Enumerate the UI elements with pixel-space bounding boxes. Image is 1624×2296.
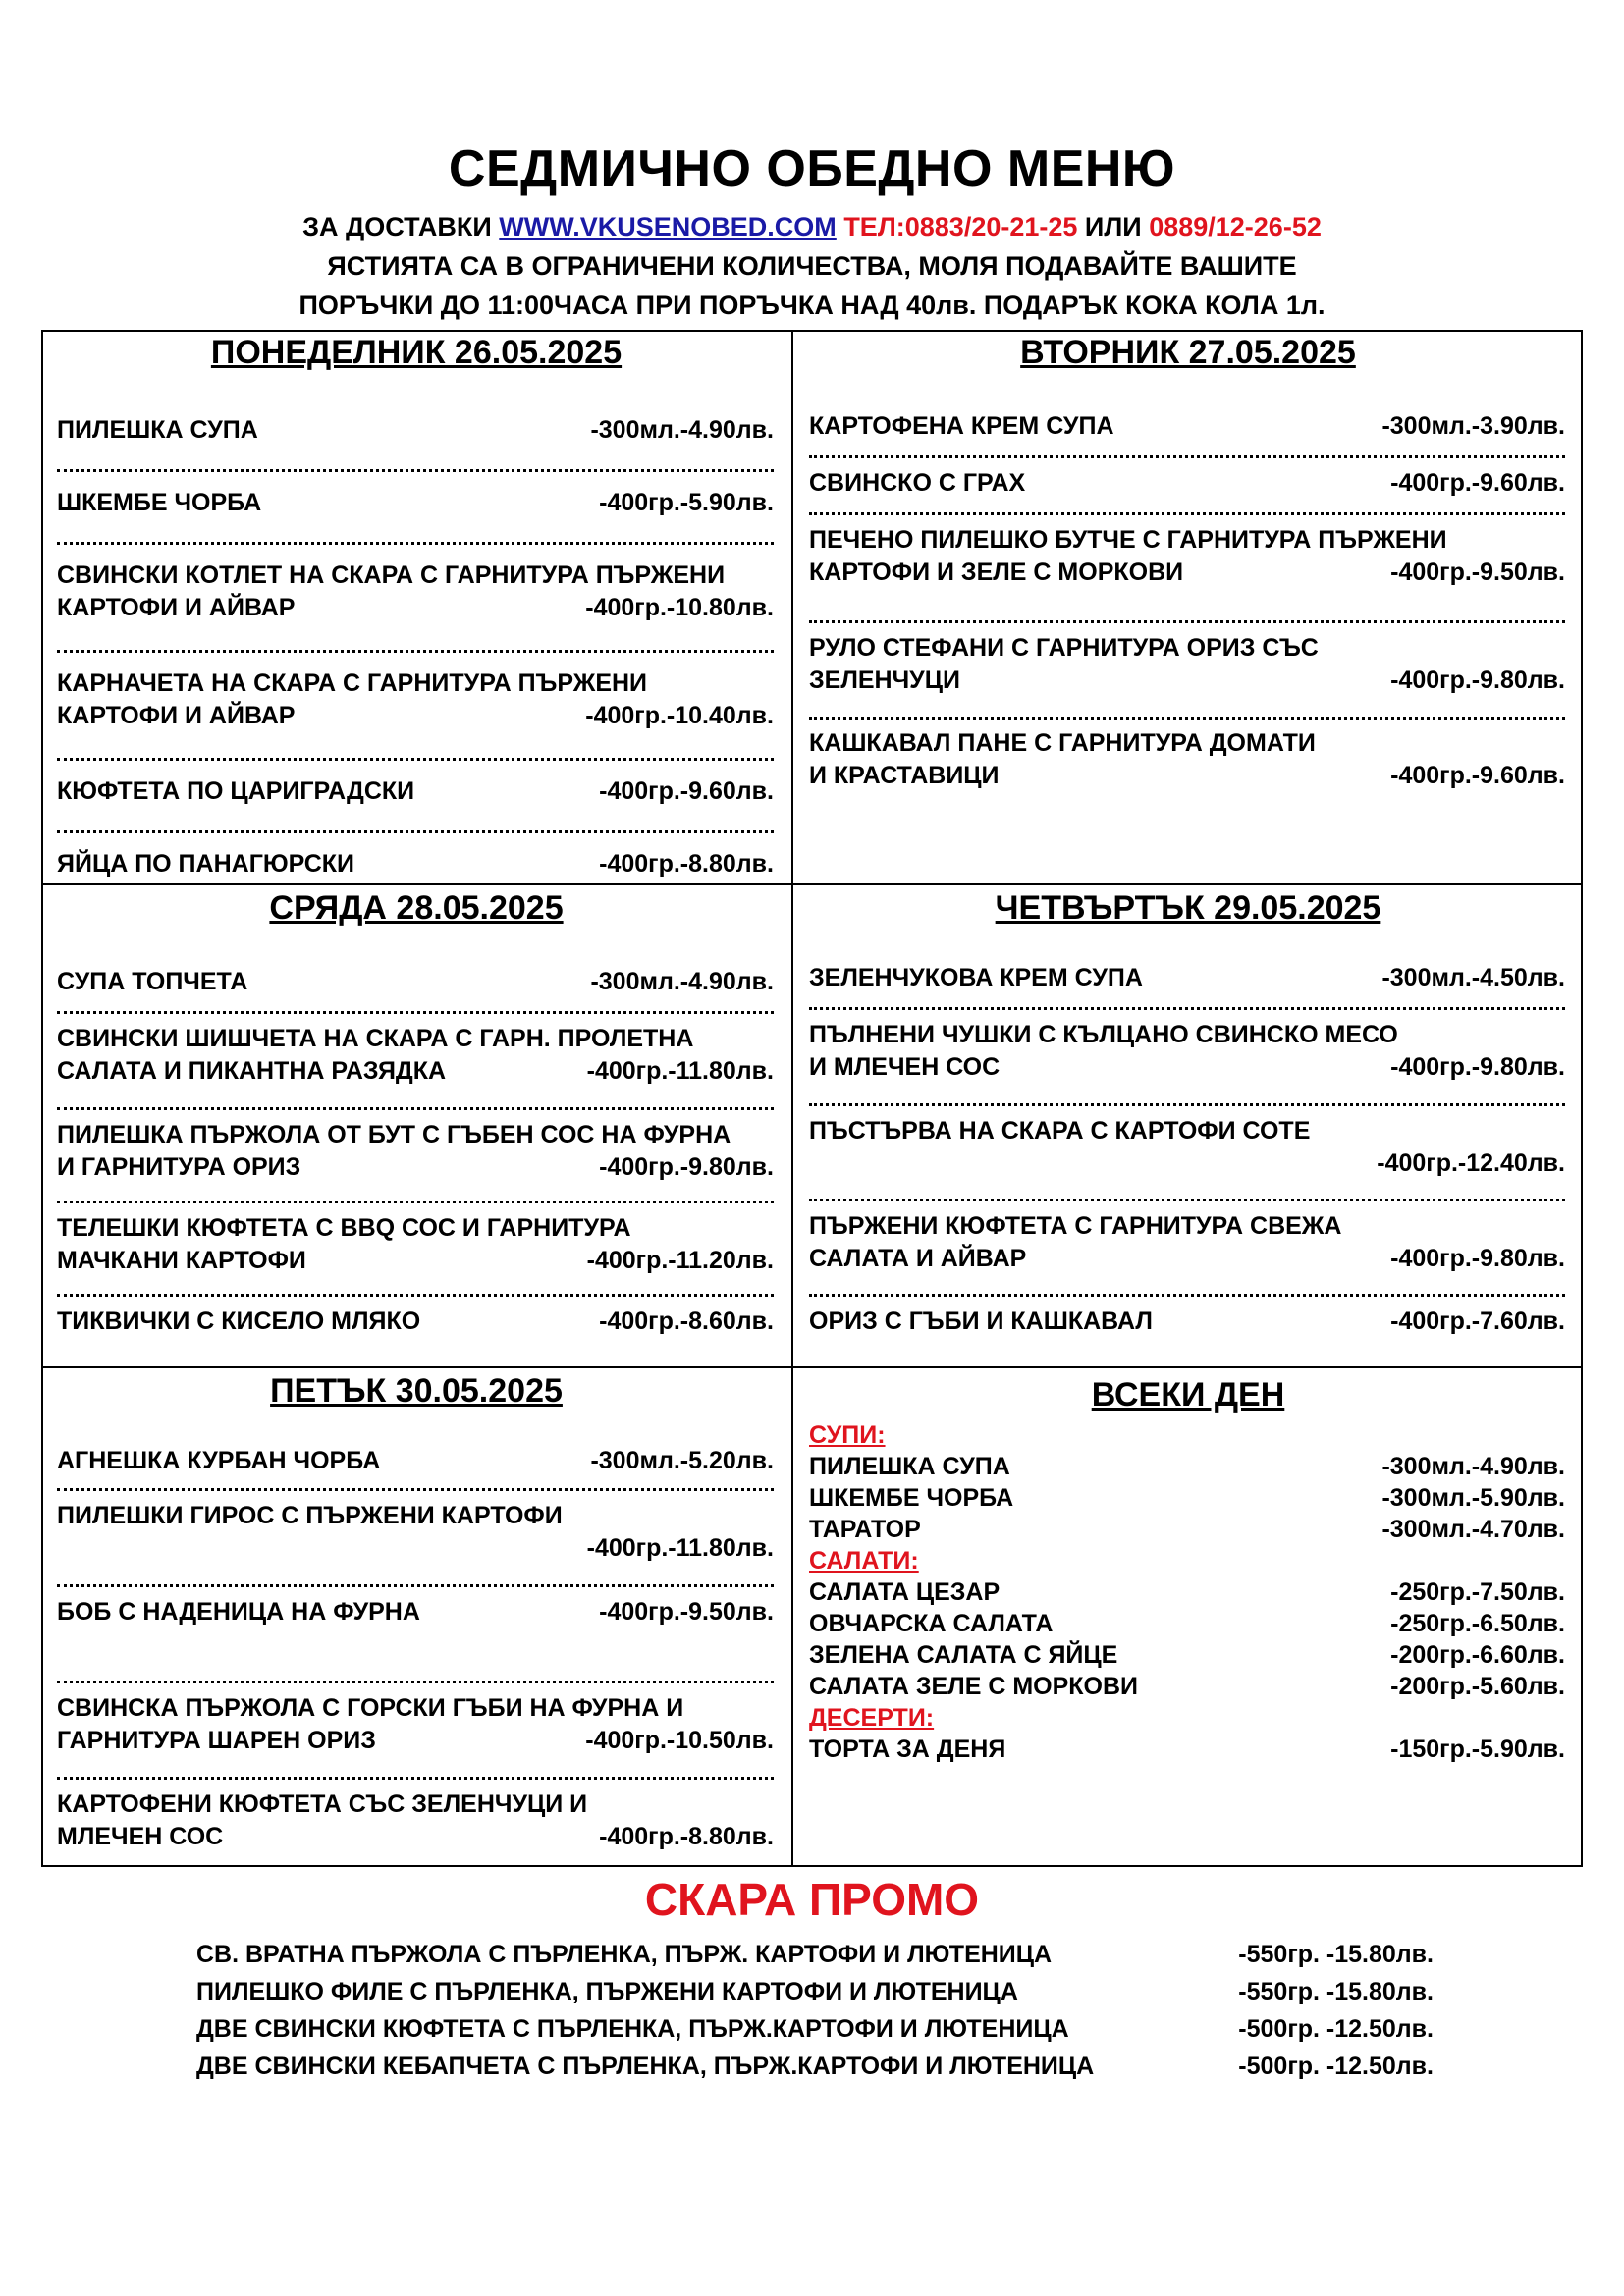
promo-item-name: СВ. ВРАТНА ПЪРЖОЛА С ПЪРЛЕНКА, ПЪРЖ. КАРТОФИ И ЛЮТЕНИЦА [196,1941,1053,1968]
everyday-item-name: ТОРТА ЗА ДЕНЯ [809,1735,1006,1763]
dotted-separator [57,1773,774,1780]
menu-item-price: -300мл.-5.20лв. [590,1447,774,1474]
everyday-item [809,1734,1565,1765]
menu-item-line [809,1051,1565,1084]
promo-title: СКАРА ПРОМО [644,1874,980,1925]
menu-item-name: КАРНАЧЕТА НА СКАРА С ГАРНИТУРА ПЪРЖЕНИ [57,669,648,697]
menu-item-price: -400гр.-9.50лв. [1390,559,1565,586]
promo-item-price: -500гр. -12.50лв. [1238,2015,1434,2043]
dotted-separator [809,616,1565,623]
dotted-separator [57,1677,774,1683]
menu-item-name: КЮФТЕТА ПО ЦАРИГРАДСКИ [57,777,415,805]
menu-item-name: СВИНСКИ ШИШЧЕТА НА СКАРА С ГАРН. ПРОЛЕТНА [57,1025,694,1052]
menu-item [57,667,774,732]
friday-section [41,1368,791,1865]
dotted-separator [57,1197,774,1203]
menu-item [57,487,774,519]
menu-item-line [57,414,774,447]
dotted-separator [57,827,774,833]
everyday-item-price: -300мл.-4.90лв. [1381,1453,1565,1480]
promo-item [196,1973,1434,2010]
menu-item-price: -400гр.-9.80лв. [1390,1245,1565,1272]
menu-item-name: ОРИЗ С ГЪБИ И КАШКАВАЛ [809,1308,1153,1335]
everyday-item-price: -250гр.-6.50лв. [1390,1610,1565,1637]
menu-item-line [57,560,774,592]
wednesday-heading: СРЯДА 28.05.2025 [269,889,564,927]
menu-item-line [809,665,1565,697]
menu-item-price: -300мл.-4.90лв. [590,968,774,995]
menu-item-line [57,1055,774,1088]
wednesday-section [41,885,791,1366]
menu-item-name: СВИНСКО С ГРАХ [809,469,1026,497]
everyday-item-price: -300мл.-4.70лв. [1381,1516,1565,1543]
menu-item-price: -400гр.-9.60лв. [1390,762,1565,789]
menu-item-line [809,467,1565,500]
dotted-separator [809,1195,1565,1201]
menu-item-price: -300мл.-3.90лв. [1381,412,1565,440]
menu-item [809,727,1565,792]
menu-item-line [57,1532,774,1565]
menu-item [57,1306,774,1338]
promo-item-name: ДВЕ СВИНСКИ КЕБАПЧЕТА С ПЪРЛЕНКА, ПЪРЖ.КАРТОФИ И ЛЮТЕНИЦА [196,2053,1095,2080]
promo-list [196,1936,1434,2085]
menu-item-line [809,1210,1565,1243]
menu-item-line [57,1821,774,1853]
menu-item-price: -400гр.-5.90лв. [599,489,774,516]
menu-item-price: -400гр.-9.80лв. [599,1153,774,1181]
dotted-separator [809,1099,1565,1106]
menu-item-name: СВИНСКА ПЪРЖОЛА С ГОРСКИ ГЪБИ НА ФУРНА И [57,1694,684,1722]
menu-item-price: -400гр.-10.50лв. [585,1727,774,1754]
menu-item-price: -400гр.-11.20лв. [586,1247,774,1274]
menu-item-name: КАРТОФЕНИ КЮФТЕТА СЪС ЗЕЛЕНЧУЦИ И [57,1790,588,1818]
everyday-item-name: ПИЛЕШКА СУПА [809,1453,1010,1480]
menu-item-line [57,1596,774,1629]
menu-item-line [809,1019,1565,1051]
dotted-separator [57,1103,774,1110]
menu-item-price: -400гр.-11.80лв. [586,1057,774,1085]
menu-item-price: -400гр.-10.80лв. [585,594,774,621]
menu-item [809,1115,1565,1180]
everyday-item [809,1451,1565,1482]
menu-item-line [57,1789,774,1821]
menu-item-line [57,1119,774,1151]
menu-item-line [57,700,774,732]
menu-item-name-cont: КАРТОФИ И ЗЕЛЕ С МОРКОВИ [809,559,1184,586]
menu-item-price: -400гр.-8.60лв. [599,1308,774,1335]
menu-item [57,1500,774,1565]
menu-item-line [809,1243,1565,1275]
everyday-item-price: -200гр.-6.60лв. [1390,1641,1565,1669]
or-text: ИЛИ [1084,212,1142,241]
menu-item-name: ПИЛЕШКА СУПА [57,416,258,444]
promo-item-name: ДВЕ СВИНСКИ КЮФТЕТА С ПЪРЛЕНКА, ПЪРЖ.КАРТОФИ И ЛЮТЕНИЦА [196,2015,1069,2043]
menu-item-price: -400гр.-8.80лв. [599,1823,774,1850]
menu-item-name: АГНЕШКА КУРБАН ЧОРБА [57,1447,381,1474]
menu-item-name: КАРТОФЕНА КРЕМ СУПА [809,412,1114,440]
menu-item-line [57,1500,774,1532]
page-title: СЕДМИЧНО ОБЕДНО МЕНЮ [448,140,1176,197]
menu-item [57,775,774,808]
everyday-item [809,1576,1565,1608]
menu-item [809,467,1565,500]
promo-item-name: ПИЛЕШКО ФИЛЕ С ПЪРЛЕНКА, ПЪРЖЕНИ КАРТОФИ И ЛЮТЕНИЦА [196,1978,1018,2005]
menu-item-name-cont: КАРТОФИ И АЙВАР [57,702,296,729]
menu-item-line [809,1148,1565,1180]
menu-item [57,1692,774,1757]
menu-item-name: РУЛО СТЕФАНИ С ГАРНИТУРА ОРИЗ СЪС [809,634,1319,662]
delivery-line [0,212,1624,242]
everyday-item-name: ОВЧАРСКА САЛАТА [809,1610,1054,1637]
menu-item-price: -300мл.-4.50лв. [1381,964,1565,991]
menu-item-name-cont: МЛЕЧЕН СОС [57,1823,224,1850]
dotted-separator [57,754,774,761]
menu-item-price: -400гр.-11.80лв. [586,1534,774,1562]
menu-item-name-cont: МАЧКАНИ КАРТОФИ [57,1247,306,1274]
menu-item-line [57,848,774,881]
menu-item-name-cont: КАРТОФИ И АЙВАР [57,594,296,621]
everyday-item [809,1608,1565,1639]
menu-item-line [57,966,774,998]
dotted-separator [57,1290,774,1297]
menu-item-line [809,557,1565,589]
promo-item-price: -500гр. -12.50лв. [1238,2053,1434,2080]
dotted-separator [57,1007,774,1014]
menu-item-line [57,1306,774,1338]
menu-item-line [57,1151,774,1184]
everyday-item-name: ШКЕМБЕ ЧОРБА [809,1484,1014,1512]
menu-item-name: СУПА ТОПЧЕТА [57,968,248,995]
promo-item-price: -550гр. -15.80лв. [1238,1978,1434,2005]
dotted-separator [809,1290,1565,1297]
dotted-separator [809,713,1565,720]
category-label: САЛАТИ: [809,1547,919,1575]
dotted-separator [809,1003,1565,1010]
menu-item [809,410,1565,443]
menu-item-line [57,667,774,700]
menu-item-price: -400гр.-9.80лв. [1390,1053,1565,1081]
everyday-heading: ВСЕКИ ДЕН [1091,1376,1285,1414]
menu-item-name: ЯЙЦА ПО ПАНАГЮРСКИ [57,850,354,878]
everyday-item [809,1639,1565,1671]
menu-item-name: ПЪЛНЕНИ ЧУШКИ С КЪЛЦАНО СВИНСКО МЕСО [809,1021,1398,1048]
thursday-section [793,885,1583,1366]
dotted-separator [57,465,774,472]
menu-item-price: -400гр.-9.50лв. [599,1598,774,1626]
menu-item-line [809,524,1565,557]
menu-item-line [809,632,1565,665]
menu-item-line [57,487,774,519]
menu-item-name-cont: И ГАРНИТУРА ОРИЗ [57,1153,301,1181]
dotted-separator [57,1580,774,1587]
promo-item-price: -550гр. -15.80лв. [1238,1941,1434,1968]
menu-item-price: -400гр.-8.80лв. [599,850,774,878]
menu-item [57,414,774,447]
phone-2: 0889/12-26-52 [1149,212,1322,241]
friday-heading: ПЕТЪК 30.05.2025 [270,1372,563,1410]
menu-item-price: -400гр.-9.80лв. [1390,667,1565,694]
everyday-item-name: САЛАТА ЦЕЗАР [809,1578,1001,1606]
promo-item [196,2048,1434,2085]
thursday-heading: ЧЕТВЪРТЪК 29.05.2025 [995,889,1381,927]
menu-item [809,962,1565,994]
menu-item-price: -400гр.-9.60лв. [1390,469,1565,497]
dotted-separator [809,452,1565,458]
menu-item-name-cont: САЛАТА И ПИКАНТНА РАЗЯДКА [57,1057,447,1085]
menu-item-name: ПЕЧЕНО ПИЛЕШКО БУТЧЕ С ГАРНИТУРА ПЪРЖЕНИ [809,526,1447,554]
monday-heading: ПОНЕДЕЛНИК 26.05.2025 [210,334,623,371]
menu-item-name: БОБ С НАДЕНИЦА НА ФУРНА [57,1598,420,1626]
dotted-separator [57,538,774,545]
menu-item-line [57,1212,774,1245]
menu-item [57,560,774,624]
menu-item-name: ШКЕМБЕ ЧОРБА [57,489,262,516]
menu-item-line [57,775,774,808]
menu-item [809,632,1565,697]
everyday-item-price: -200гр.-5.60лв. [1390,1673,1565,1700]
menu-item [57,1212,774,1277]
menu-item-name: ТИКВИЧКИ С КИСЕЛО МЛЯКО [57,1308,421,1335]
menu-item-name-cont: САЛАТА И АЙВАР [809,1245,1027,1272]
menu-item-line [57,1692,774,1725]
menu-item-line [809,410,1565,443]
menu-item [809,1019,1565,1084]
menu-item [57,1119,774,1184]
tuesday-section [793,330,1583,883]
menu-item-line [57,1445,774,1477]
menu-item-price: -400гр.-7.60лв. [1390,1308,1565,1335]
everyday-section [793,1368,1583,1865]
menu-item-name: ПИЛЕШКА ПЪРЖОЛА ОТ БУТ С ГЪБЕН СОС НА ФУРНА [57,1121,731,1148]
dotted-separator [809,508,1565,515]
everyday-list [809,1419,1565,1765]
everyday-item-name: САЛАТА ЗЕЛЕ С МОРКОВИ [809,1673,1139,1700]
notice-line-1: ЯСТИЯТА СА В ОГРАНИЧЕНИ КОЛИЧЕСТВА, МОЛЯ ПОДАВАЙТЕ ВАШИТЕ [327,251,1297,281]
menu-item [57,848,774,881]
menu-item-price: -300мл.-4.90лв. [590,416,774,444]
everyday-item-price: -250гр.-7.50лв. [1390,1578,1565,1606]
menu-item-name-cont: ГАРНИТУРА ШАРЕН ОРИЗ [57,1727,376,1754]
menu-item-name: ЗЕЛЕНЧУКОВА КРЕМ СУПА [809,964,1143,991]
everyday-item-name: ЗЕЛЕНА САЛАТА С ЯЙЦЕ [809,1641,1118,1669]
everyday-item [809,1482,1565,1514]
menu-item-price: -400гр.-10.40лв. [585,702,774,729]
delivery-prefix: ЗА ДОСТАВКИ [302,212,492,241]
everyday-item-price: -150гр.-5.90лв. [1390,1735,1565,1763]
menu-item-line [57,1245,774,1277]
promo-item [196,1936,1434,1973]
menu-item-name-cont: И МЛЕЧЕН СОС [809,1053,1001,1081]
category-label: ДЕСЕРТИ: [809,1704,935,1732]
menu-item [57,1445,774,1477]
menu-item [57,1789,774,1853]
menu-item-line [809,1306,1565,1338]
promo-item [196,2010,1434,2048]
menu-item-name: СВИНСКИ КОТЛЕТ НА СКАРА С ГАРНИТУРА ПЪРЖЕНИ [57,561,726,589]
menu-item-line [809,760,1565,792]
menu-item [57,1023,774,1088]
menu-item-price: -400гр.-9.60лв. [599,777,774,805]
menu-item-name: КАШКАВАЛ ПАНЕ С ГАРНИТУРА ДОМАТИ [809,729,1316,757]
menu-item-name: ТЕЛЕШКИ КЮФТЕТА С BBQ СОС И ГАРНИТУРА [57,1214,631,1242]
everyday-item-name: ТАРАТОР [809,1516,921,1543]
menu-item-name-cont: ЗЕЛЕНЧУЦИ [809,667,960,694]
phone-1: ТЕЛ:0883/20-21-25 [843,212,1078,241]
menu-item-name-cont: И КРАСТАВИЦИ [809,762,1000,789]
menu-item-price: -400гр.-12.40лв. [1377,1149,1565,1177]
menu-item-line [57,592,774,624]
everyday-item [809,1514,1565,1545]
menu-item-name: ПЪРЖЕНИ КЮФТЕТА С ГАРНИТУРА СВЕЖА [809,1212,1342,1240]
menu-item-line [57,1023,774,1055]
menu-item [809,1306,1565,1338]
menu-item-name: ПЪСТЪРВА НА СКАРА С КАРТОФИ СОТЕ [809,1117,1311,1145]
everyday-item [809,1671,1565,1702]
menu-item [57,1596,774,1629]
menu-item [57,966,774,998]
monday-section [41,330,791,883]
everyday-item-price: -300мл.-5.90лв. [1381,1484,1565,1512]
category-label: СУПИ: [809,1421,886,1449]
website-link[interactable]: WWW.VKUSENOBED.COM [499,212,837,241]
dotted-separator [57,1484,774,1491]
menu-item-line [809,1115,1565,1148]
dotted-separator [57,646,774,653]
menu-item-line [809,727,1565,760]
tuesday-heading: ВТОРНИК 27.05.2025 [1020,334,1356,371]
menu-item-line [57,1725,774,1757]
notice-line-2: ПОРЪЧКИ ДО 11:00ЧАСА ПРИ ПОРЪЧКА НАД 40лв. ПОДАРЪК КОКА КОЛА 1л. [298,291,1326,320]
menu-item [809,1210,1565,1275]
menu-item-line [809,962,1565,994]
menu-item [809,524,1565,589]
menu-item-name: ПИЛЕШКИ ГИРОС С ПЪРЖЕНИ КАРТОФИ [57,1502,563,1529]
